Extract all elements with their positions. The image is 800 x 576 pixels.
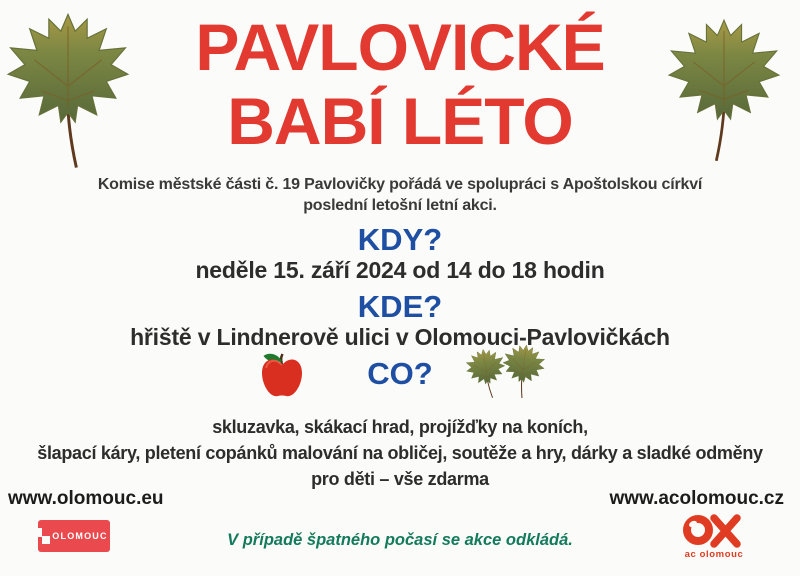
activities-line2: šlapací káry, pletení copánků malování na obličej, soutěže a hry, dárky a sladké odměny: [37, 443, 763, 463]
acolomouc-url: www.acolomouc.cz: [609, 488, 784, 509]
intro-text: [0, 174, 800, 216]
ac-olomouc-logo: [680, 513, 748, 560]
intro-line2: poslední letošní letní akci.: [303, 197, 497, 214]
maple-leaves-icon: [466, 344, 564, 418]
intro-line1: Komise městské části č. 19 Pavlovičky pořádá ve spolupráci s Apoštolskou církví: [97, 176, 703, 193]
olomouc-logo-label: OLOMOUC: [52, 531, 108, 541]
olomouc-url: www.olomouc.eu: [8, 488, 164, 509]
where-heading: KDE?: [357, 289, 443, 324]
ichthys-fish-icon: [680, 513, 744, 551]
what-heading: CO?: [367, 356, 433, 391]
activities-line1: skluzavka, skákací hrad, projížďky na koních,: [212, 417, 588, 437]
poster-title: [0, 10, 800, 158]
weather-note: V případě špatného počasí se akce odkládá.: [227, 531, 573, 549]
poster-title-line2: BABÍ LÉTO: [227, 84, 573, 158]
when-detail: neděle 15. září 2024 od 14 do 18 hodin: [195, 257, 605, 283]
ac-logo-label: ac olomouc: [684, 549, 744, 560]
poster-title-line1: PAVLOVICKÉ: [195, 10, 605, 84]
where-detail: hřiště v Lindnerově ulici v Olomouci-Pavlovičkách: [130, 324, 670, 350]
when-heading: KDY?: [357, 222, 443, 257]
activities-line3: pro děti – vše zdarma: [311, 469, 489, 489]
activities-text: [0, 414, 800, 492]
